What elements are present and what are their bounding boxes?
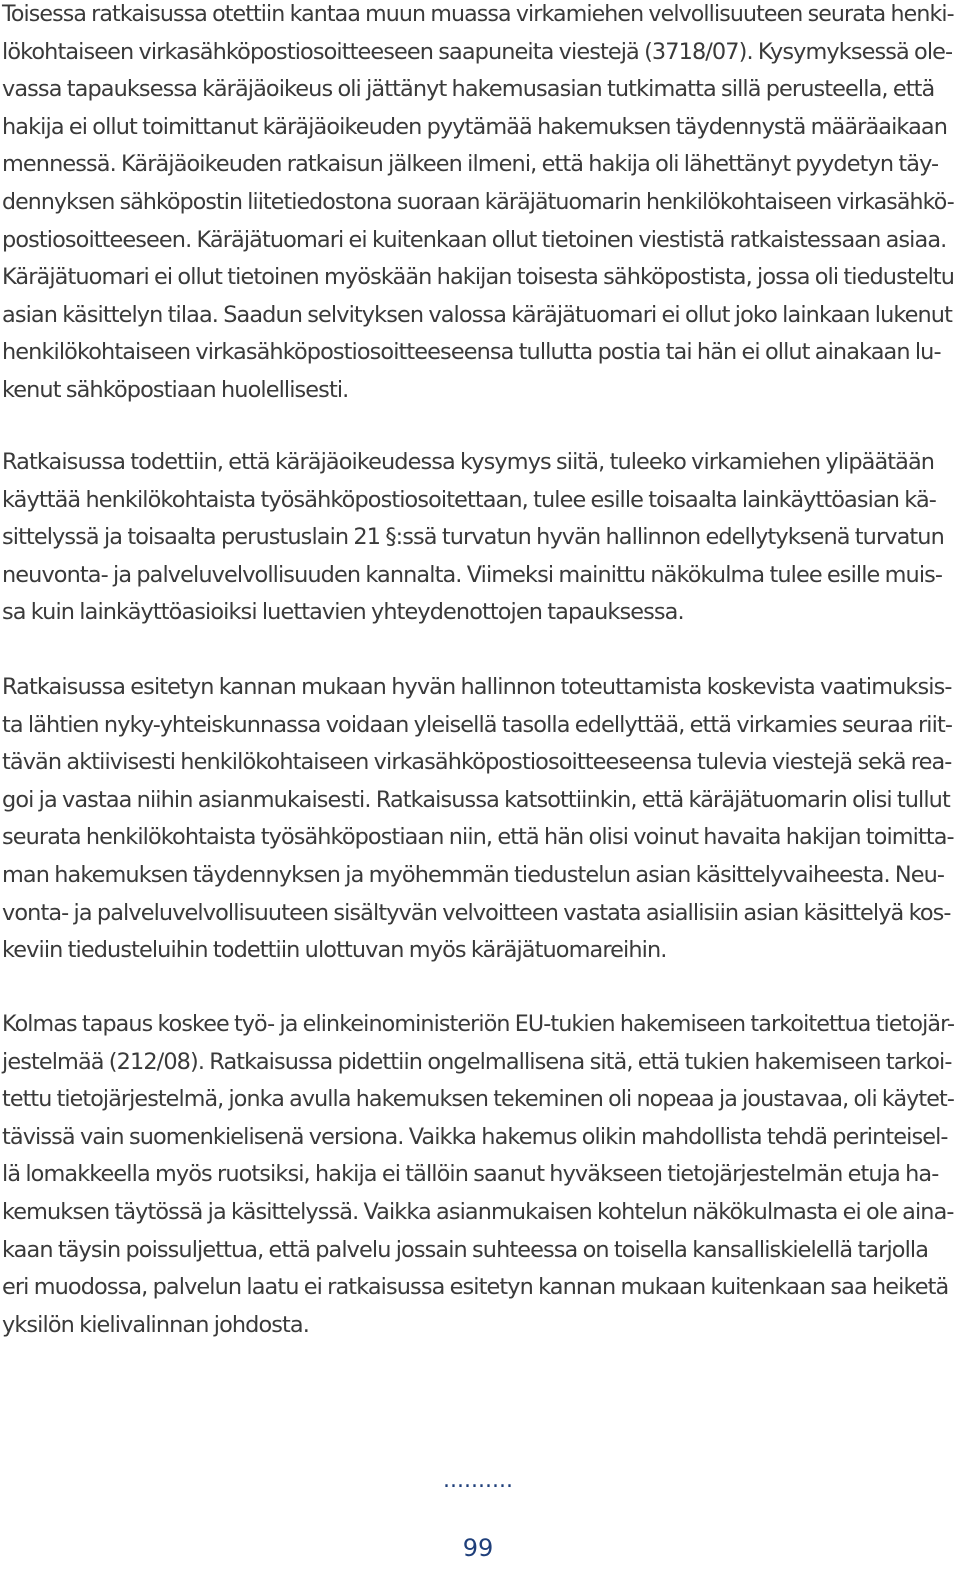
- text-line: mennessä. Käräjäoikeuden ratkaisun jälkeen ilmeni, että hakija oli lähettänyt pyydetyn täy-: [2, 151, 939, 178]
- page-number: 99: [462, 1534, 494, 1562]
- text-line: eri muodossa, palvelun laatu ei ratkaisussa esitetyn kannan mukaan kuitenkaan saa heiketä: [2, 1274, 949, 1301]
- text-line: kemuksen täytössä ja käsittelyssä. Vaikka asianmukaisen kohtelun näkökulmasta ei ole aina-: [2, 1198, 954, 1225]
- paragraph: [2, 444, 958, 632]
- footer-dots: ..........: [443, 1468, 513, 1493]
- text-line: ta lähtien nyky-yhteiskunnassa voidaan yleisellä tasolla edellyttää, että virkamies seuraa riit-: [2, 711, 953, 738]
- text-line: asian käsittelyn tilaa. Saadun selvityksen valossa käräjätuomari ei ollut joko lainkaan lukenut: [2, 301, 952, 328]
- text-line: man hakemuksen täydennyksen ja myöhemmän tiedustelun asian käsittelyvaiheesta. Neu-: [2, 861, 945, 888]
- text-line: henkilökohtaiseen virkasähköpostiosoitteeseensa tullutta postia tai hän ei ollut ainakaan lu-: [2, 339, 941, 366]
- text-line: kaan täysin poissuljettua, että palvelu jossain suhteessa on toisella kansalliskielellä tarjolla: [2, 1236, 929, 1263]
- text-line: kenut sähköpostiaan huolellisesti.: [2, 376, 349, 403]
- text-line: käyttää henkilökohtaista työsähköpostiosoitettaan, tulee esille toisaalta lainkäyttöasian kä-: [2, 486, 936, 513]
- text-line: Ratkaisussa todettiin, että käräjäoikeudessa kysymys siitä, tuleeko virkamiehen ylipäätään: [2, 449, 935, 475]
- text-line: jestelmää (212/08). Ratkaisussa pidettiin ongelmallisena sitä, että tukien hakemiseen tarkoi-: [2, 1048, 952, 1075]
- text-line: neuvonta- ja palveluvelvollisuuden kannalta. Viimeksi mainittu näkökulma tulee esille muis-: [2, 561, 943, 588]
- text-line: seurata henkilökohtaista työsähköpostiaan niin, että hän olisi voinut havaita hakijan toimitta-: [2, 824, 954, 851]
- paragraph: [2, 0, 958, 410]
- text-line: sa kuin lainkäyttöasioiksi luettavien yhteydenottojen tapauksessa.: [2, 599, 684, 626]
- text-line: tettu tietojärjestelmä, jonka avulla hakemuksen tekeminen oli nopeaa ja joustavaa, oli käytet-: [2, 1086, 954, 1113]
- paragraph: [2, 669, 958, 970]
- text-line: dennyksen sähköpostin liitetiedostona suoraan käräjätuomarin henkilökohtaiseen virkasähkö-: [2, 188, 954, 215]
- text-line: keviin tiedusteluihin todettiin ulottuvan myös käräjätuomareihin.: [2, 937, 667, 964]
- text-line: postiosoitteeseen. Käräjätuomari ei kuitenkaan ollut tietoinen viestistä ratkaistessaan asiaa.: [2, 226, 947, 253]
- text-line: lä lomakkeella myös ruotsiksi, hakija ei tällöin saanut hyväkseen tietojärjestelmän etuja ha-: [2, 1161, 939, 1188]
- paragraph: [2, 1006, 958, 1344]
- text-line: Kolmas tapaus koskee työ- ja elinkeinoministeriön EU-tukien hakemiseen tarkoitettua tietojär-: [2, 1011, 955, 1037]
- text-line: lökohtaiseen virkasähköpostiosoitteeseen saapuneita viestejä (3718/07). Kysymyksessä ole-: [2, 38, 953, 65]
- text-line: vonta- ja palveluvelvollisuuteen sisältyvän velvoitteen vastata asiallisiin asian käsittelyä kos-: [2, 899, 951, 926]
- text-line: sittelyssä ja toisaalta perustuslain 21 §:ssä turvatun hyvän hallinnon edellytyksenä turvatun: [2, 524, 944, 551]
- text-line: tävän aktiivisesti henkilökohtaiseen virkasähköpostiosoitteeseensa tulevia viestejä sekä rea-: [2, 749, 952, 776]
- text-line: hakija ei ollut toimittanut käräjäoikeuden pyytämää hakemuksen täydennystä määräaikaan: [2, 113, 948, 140]
- text-line: Toisessa ratkaisussa otettiin kantaa muun muassa virkamiehen velvollisuuteen seurata henki-: [2, 1, 954, 27]
- text-line: tävissä vain suomenkielisenä versiona. Vaikka hakemus olikin mahdollista tehdä perinteisel-: [2, 1123, 948, 1150]
- text-line: Ratkaisussa esitetyn kannan mukaan hyvän hallinnon toteuttamista koskevista vaatimuksis-: [2, 674, 952, 700]
- text-line: vassa tapauksessa käräjäoikeus oli jättänyt hakemusasian tutkimatta sillä perusteella, että: [2, 76, 935, 103]
- text-line: goi ja vastaa niihin asianmukaisesti. Ratkaisussa katsottiinkin, että käräjätuomarin olisi tullut: [2, 786, 950, 813]
- text-line: Käräjätuomari ei ollut tietoinen myöskään hakijan toisesta sähköpostista, jossa oli tiedusteltu: [2, 264, 955, 291]
- text-line: yksilön kielivalinnan johdosta.: [2, 1311, 309, 1338]
